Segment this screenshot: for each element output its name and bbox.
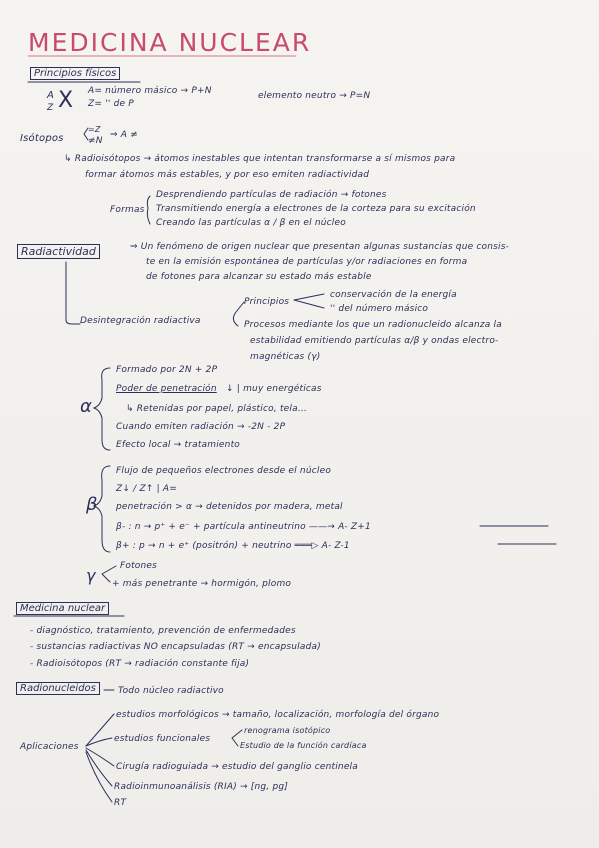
- isotopes-result: ⇒ A ≠: [110, 130, 138, 140]
- formas-label: Formas: [110, 205, 145, 215]
- funcionales-bracket: [232, 730, 242, 746]
- section-heading-radiactividad: Radiactividad: [17, 244, 100, 259]
- aplicacion-4: Radioinmunoanálisis (RIA) → [ng, pg]: [114, 782, 288, 792]
- aplicacion-2: estudios funcionales: [114, 734, 211, 744]
- beta-brace: [94, 466, 110, 552]
- medicina-line-3: - Radioisótopos (RT → radiación constante fija): [30, 659, 250, 669]
- radioisotopes-line-2: formar átomos más estables, y por eso emiten radiactividad: [85, 170, 370, 180]
- radiactividad-def-1: ⇒ Un fenómeno de origen nuclear que presentan algunas sustancias que consis-: [130, 242, 510, 252]
- medicina-line-2: - sustancias radiactivas NO encapsuladas (RT → encapsulada): [30, 642, 321, 652]
- proceso-line-2: estabilidad emitiendo partículas α/β y ondas electro-: [250, 336, 499, 346]
- beta-line-1: Flujo de pequeños electrones desde el núcleo: [116, 466, 332, 476]
- formas-item-2: Transmitiendo energía a electrones de la corteza para su excitación: [156, 204, 476, 214]
- alpha-symbol: α: [80, 396, 93, 417]
- aplicacion-2-sub-1: renograma isotópico: [244, 726, 331, 735]
- isotopes-top: =Z: [88, 125, 101, 134]
- aplicacion-3: Cirugía radioguiada → estudio del ganglio centinela: [116, 762, 358, 772]
- radioisotopes-line-1: ↳ Radioisótopos → átomos inestables que intentan transformarse a sí mismos para: [64, 154, 456, 164]
- principios-label: Principios: [244, 297, 290, 307]
- formas-bracket: [147, 196, 150, 224]
- mass-number-symbol: A: [47, 90, 55, 101]
- beta-symbol: β: [86, 494, 98, 515]
- gamma-line-2: + más penetrante → hormigón, plomo: [112, 579, 292, 589]
- proceso-line-3: magnéticas (γ): [250, 352, 321, 362]
- proceso-line-1: Procesos mediante los que un radionucleido alcanza la: [244, 320, 502, 330]
- alpha-line-2b: ↓ | muy energéticas: [226, 384, 322, 394]
- alpha-brace: [94, 368, 110, 450]
- atomic-number-line: Z= '' de P: [88, 99, 134, 109]
- principios-bracket: [294, 294, 324, 308]
- beta-line-3: penetración > α → detenidos por madera, metal: [116, 502, 343, 512]
- section-heading-radionucleidos: Radionucleidos: [16, 682, 100, 695]
- isotopes-bottom: ≠N: [88, 136, 103, 146]
- formas-item-3: Creando las partículas α / β en el núcleo: [156, 218, 346, 228]
- mass-number-line: A= número másico → P+N: [88, 86, 212, 96]
- alpha-line-1: Formado por 2N + 2P: [116, 365, 218, 375]
- gamma-symbol: γ: [86, 566, 96, 585]
- aplicaciones-label: Aplicaciones: [20, 742, 79, 752]
- formas-item-1: Desprendiendo partículas de radiación → fotones: [156, 190, 387, 200]
- alpha-line-4: Cuando emiten radiación → -2N - 2P: [116, 422, 286, 432]
- aplicacion-1: estudios morfológicos → tamaño, localización, morfología del órgano: [116, 710, 440, 720]
- beta-line-4: β- : n → p⁺ + e⁻ + partícula antineutrino ——→ A- Z+1: [116, 522, 371, 532]
- gamma-bracket: [102, 566, 116, 582]
- principio-2: '' del número másico: [330, 304, 429, 314]
- alpha-line-3: ↳ Retenidas por papel, plástico, tela...: [126, 404, 308, 414]
- radiactividad-def-3: de fotones para alcanzar su estado más estable: [146, 272, 372, 282]
- ray-5: [86, 752, 112, 802]
- isotopes-label: Isótopos: [20, 133, 64, 144]
- aplicacion-2-sub-2: Estudio de la función cardíaca: [240, 741, 367, 750]
- principio-1: conservación de la energía: [330, 290, 457, 300]
- isotopos-bracket: [84, 128, 88, 140]
- page-title: MEDICINA NUCLEAR: [28, 28, 312, 57]
- section-heading-medicina: Medicina nuclear: [16, 602, 109, 615]
- beta-line-5: β+ : p → n + e⁺ (positrón) + neutrino ═══▷ A- Z-1: [116, 541, 350, 551]
- element-symbol: X: [58, 88, 74, 113]
- alpha-line-2a: Poder de penetración: [116, 384, 217, 394]
- radionucleidos-def: Todo núcleo radiactivo: [118, 686, 224, 696]
- medicina-line-1: - diagnóstico, tratamiento, prevención de enfermedades: [30, 626, 296, 636]
- atomic-number-symbol: Z: [47, 103, 54, 113]
- desintegracion-bracket: [233, 302, 244, 326]
- neutral-element-line: elemento neutro → P=N: [258, 91, 371, 101]
- desintegracion-connector: [66, 262, 80, 324]
- desintegracion-label: Desintegración radiactiva: [80, 316, 201, 326]
- aplicacion-5: RT: [114, 798, 127, 808]
- gamma-line-1: Fotones: [120, 561, 158, 571]
- section-heading-principios: Principios físicos: [30, 67, 120, 80]
- radiactividad-def-2: te en la emisión espontánea de partículas y/or radiaciones en forma: [146, 257, 468, 267]
- beta-line-2: Z↓ / Z↑ | A=: [116, 484, 178, 494]
- alpha-line-5: Efecto local → tratamiento: [116, 440, 241, 450]
